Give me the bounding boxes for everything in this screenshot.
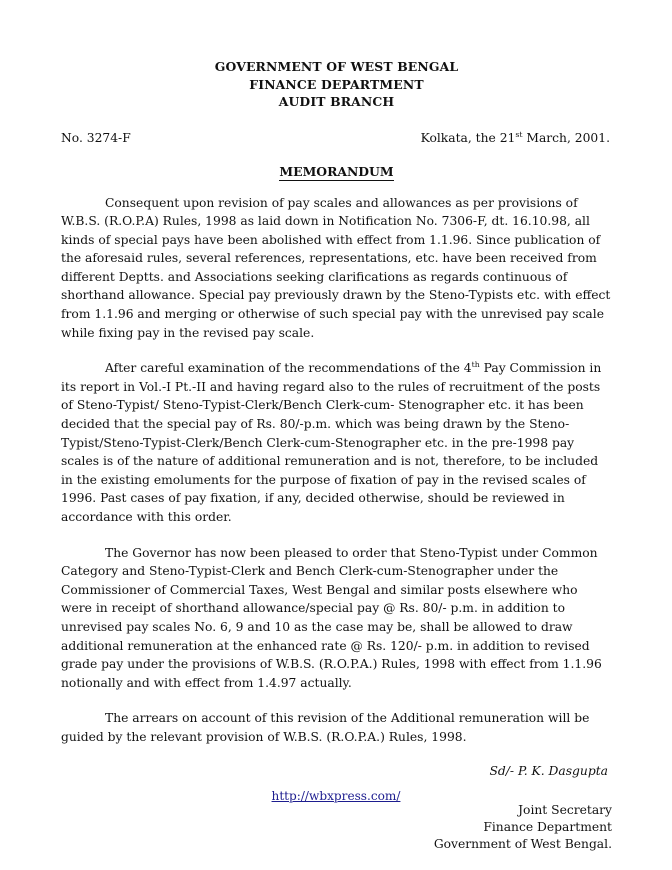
memo-number: No. 3274-F (61, 130, 131, 145)
place-date-suffix: March, 2001. (522, 130, 610, 145)
memorandum-title-text: MEMORANDUM (279, 163, 394, 179)
paragraph-two-part-two: Pay Commission in its report in Vol.-I Pt.-II and having regard also to the rules of recruitment of the posts of Steno-Typist/ Steno-Typist-Clerk/Bench Clerk-cum- Stenographer etc. it has been decided that the special pay of Rs. 80/-p.m. which was being drawn by the Steno-Typist/Steno-Typist-Clerk/Bench Clerk-cum-Stenographer etc. in the pre-1998 pay scales is of the nature of additional remuneration and is not, therefore, to be included in the existing emoluments for the purpose of fixation of pay in the revised scales of 1996. Past cases of pay fixation, if any, decided otherwise, should be reviewed in accordance with this order. (61, 361, 602, 524)
place-and-date (421, 130, 612, 147)
paragraph-three: The Governor has now been pleased to order that Steno-Typist under Common Category and Steno-Typist-Clerk and Bench Clerk-cum-Stenographer under the Commissioner of Commercial Taxes, West Bengal and similar posts elsewhere who were in receipt of shorthand allowance/special pay @ Rs. 80/- p.m. in addition to unrevised pay scales No. 6, 9 and 10 as the case may be, shall be allowed to draw additional remuneration at the enhanced rate @ Rs. 120/- p.m. in addition to revised grade pay under the provisions of W.B.S. (R.O.P.A.) Rules, 1998 with effect from 1.1.96 notionally and with effect from 1.4.97 actually. (61, 545, 602, 690)
letterhead-line-branch: AUDIT BRANCH (278, 94, 395, 109)
body-text (61, 194, 612, 747)
signatory-department: Finance Department (483, 819, 612, 834)
signatory-designation: Joint Secretary (518, 802, 612, 817)
letterhead-line-department: FINANCE DEPARTMENT (249, 76, 424, 92)
date-ordinal-suffix: st (515, 129, 523, 139)
document-content (61, 58, 612, 853)
letterhead (61, 58, 612, 111)
letterhead-line-government: GOVERNMENT OF WEST BENGAL (214, 59, 459, 74)
signature-name-line (61, 763, 612, 780)
signatory-name: Sd/- P. K. Dasgupta (489, 763, 608, 778)
footer (0, 789, 672, 803)
pay-commission-ordinal-suffix: th (471, 360, 480, 370)
reference-line (61, 130, 612, 147)
place-date-prefix: Kolkata, the 21 (420, 130, 516, 145)
paragraph-four: The arrears on account of this revision of the Additional remuneration will be guided by the relevant provision of W.B.S. (R.O.P.A.) Rules, 1998. (61, 711, 590, 744)
paragraph-two-part-one: After careful examination of the recommendations of the 4 (105, 361, 472, 376)
source-website-link[interactable]: http://wbxpress.com/ (271, 789, 401, 803)
memorandum-title (61, 164, 612, 179)
signature-designation-block (61, 802, 612, 854)
paragraph-one: Consequent upon revision of pay scales and allowances as per provisions of W.B.S. (R.O.P.A) Rules, 1998 as laid down in Notification No. 7306-F, dt. 16.10.98, all kinds of special pays have been abolished with effect from 1.1.96. Since publication of the aforesaid rules, several references, representations, etc. have been received from different Deptts. and Associations seeking clarifications as regards continuous of shorthand allowance. Special pay previously drawn by the Steno-Typists etc. with effect from 1.1.96 and merging or otherwise of such special pay with the unrevised pay scale while fixing pay in the revised pay scale. (61, 195, 611, 340)
signatory-government: Government of West Bengal. (433, 836, 612, 851)
paragraph-two (61, 359, 612, 526)
